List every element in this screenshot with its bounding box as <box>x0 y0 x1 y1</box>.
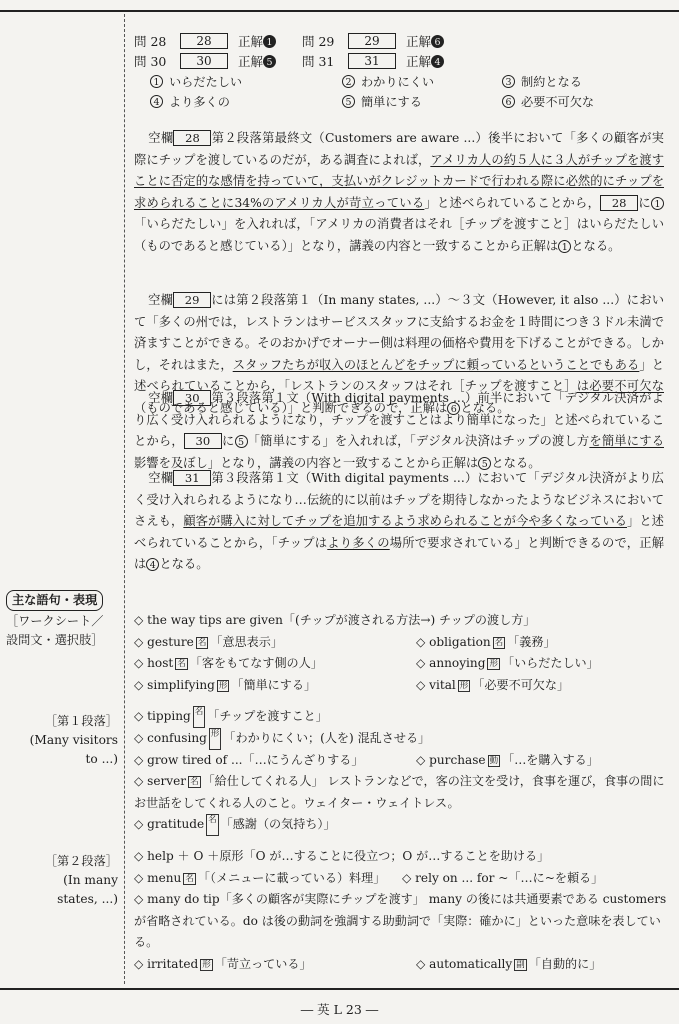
option-5 <box>342 93 502 110</box>
option-1 <box>150 73 342 90</box>
text: となる。 <box>571 238 621 253</box>
answer-label: 正解 <box>238 54 264 69</box>
vocab-item <box>134 706 669 728</box>
option-text: より多くの <box>169 95 230 109</box>
option-number: 3 <box>502 75 515 88</box>
vocab-text: ◇ many do tip「多くの顧客が実際にチップを渡す」 many の後には共通要素である customers が省略されている。do は後の動詞を強調する助動詞で「実際：確かに」といった意味を表している。 <box>134 892 667 950</box>
text: （ものであると感じている）」と判断できるので，正解は <box>134 400 448 415</box>
vocab-word: ◇ simplifying <box>134 677 215 692</box>
side-vocab-heading <box>6 590 118 611</box>
underlined-text: を簡単にする <box>589 434 664 449</box>
vocab-item <box>134 954 669 976</box>
answer-number: 4 <box>431 55 444 68</box>
vocab-word: ◇ irritated <box>134 956 199 971</box>
vocab-text: ◇ the way tips are given「(チップが渡される方法→) チップの渡し方」 <box>134 613 536 627</box>
explanation-q30 <box>134 388 664 474</box>
question-number: 問 28 <box>134 34 167 49</box>
text: 空欄 <box>148 293 174 307</box>
pos-tag: 形 <box>459 680 469 691</box>
text: 空欄 <box>148 391 174 405</box>
vocab-word: ◇ annoying <box>416 656 486 671</box>
option-text: いらだたしい <box>169 75 243 89</box>
pos-tag: 形 <box>202 959 211 970</box>
vocab-meaning: 「いらだたしい」 <box>501 656 599 671</box>
option-3 <box>502 73 582 90</box>
paragraph-1-ref-a: (Many visitors <box>29 733 118 747</box>
options-row-1 <box>150 73 582 90</box>
option-number: 2 <box>342 75 355 88</box>
vocab-text: ◇ grow tired of ...「…にうんざりする」 <box>134 752 364 767</box>
text: 第３段落第１文（With digital payments ...）前半において「デジタル決済がより広く受け入れられるようになり，チップを渡すことはより簡単になった」と述べられていることから， <box>134 391 664 449</box>
worksheet-label-1: ［ワークシート／ <box>6 614 104 628</box>
option-number: 1 <box>150 75 163 88</box>
paragraph-2-label: ［第２段落］ <box>44 854 118 868</box>
answer-box: 30 <box>180 53 228 69</box>
text: に <box>221 434 235 449</box>
option-text: 制約となる <box>521 75 582 89</box>
answer-row-2 <box>134 52 470 70</box>
answer-label: 正解 <box>406 34 432 49</box>
question-number: 問 29 <box>302 34 335 49</box>
option-4 <box>150 93 342 110</box>
text: に <box>638 195 651 210</box>
pos-tag: 形 <box>218 680 228 691</box>
vocab-meaning: 「簡単にする」 <box>231 677 317 692</box>
text: となる。 <box>491 455 541 470</box>
text: 」と述べられていることから， <box>424 195 601 210</box>
paragraph-2-ref-a: (In many <box>63 873 118 887</box>
option-number: 5 <box>235 435 248 448</box>
option-number: 5 <box>342 95 355 108</box>
question-number: 問 30 <box>134 54 167 69</box>
vocab-word: ◇ tipping <box>134 709 191 724</box>
vocab-text: ◇ help ＋ O ＋原形「O が…することに役立つ；O が…することを助ける」 <box>134 848 550 863</box>
side-worksheet-label <box>6 612 118 650</box>
vocab-item <box>134 728 669 750</box>
vocab-word: ◇ host <box>134 656 174 671</box>
option-number: 1 <box>651 197 664 210</box>
vocab-item <box>134 889 669 954</box>
blank-box: 28 <box>173 130 211 146</box>
text: 」と述べられていることから，「レストランのスタッフはそれ［チップを渡すこと］ <box>134 357 664 394</box>
pos-tag: 形 <box>489 659 498 670</box>
side-paragraph-1 <box>6 712 118 769</box>
pos-tag: 名 <box>206 814 219 836</box>
explanation-q28 <box>134 128 664 258</box>
pos-tag: 形 <box>209 728 222 750</box>
paragraph-1-label: ［第１段落］ <box>44 714 118 728</box>
pos-tag: 名 <box>190 777 199 788</box>
vocab-meaning: 「苛立っている」 <box>214 956 312 971</box>
vocab-meaning: 「給仕してくれる人」 レストランなどで，客の注文を受け，食事を運び，食事の間にお世話をしてくれる人のこと。ウェイター・ウェイトレス。 <box>134 774 665 810</box>
underlined-text: より多くの <box>327 535 390 550</box>
pos-tag: 名 <box>193 706 206 728</box>
page-number: ― 英 L 23 ― <box>300 1002 379 1017</box>
vocab-item <box>134 846 669 868</box>
answer-label: 正解 <box>406 54 432 69</box>
option-number: 6 <box>502 95 515 108</box>
vocab-word: ◇ vital <box>416 677 456 692</box>
pos-tag: 名 <box>494 637 504 648</box>
answer-number: 1 <box>263 35 276 48</box>
vocab-item <box>134 868 669 890</box>
answer-number: 5 <box>263 55 276 68</box>
option-number: 4 <box>150 95 163 108</box>
side-paragraph-2 <box>6 852 118 909</box>
vocab-text: ◇ rely on ... for ~「…に~を頼る」 <box>402 870 604 885</box>
vocab-item <box>134 610 669 632</box>
vocab-item <box>134 814 669 836</box>
vocab-item <box>134 675 669 697</box>
answer-label: 正解 <box>238 34 264 49</box>
vocab-word: ◇ gratitude <box>134 817 205 832</box>
vocab-word: ◇ obligation <box>416 634 491 649</box>
vocab-word: ◇ gesture <box>134 634 194 649</box>
vocab-meaning: 「感謝（の気持ち）」 <box>220 817 336 832</box>
vocab-word: ◇ server <box>134 774 187 789</box>
text: には第２段落第１（In many states, ...）～３文（However, it also ...）において「多くの州では，レストランはサービススタッフに支給するお金を１時間につき３ドル未満で済ますことができる。そのおかげでオーナー側は料理の価格や費用を下げることができる。しかし，それはまた， <box>134 293 664 372</box>
answer-number: 6 <box>431 35 444 48</box>
answer-row-1 <box>134 32 470 50</box>
answer-q30 <box>134 52 302 70</box>
top-rule <box>0 10 679 12</box>
paragraph-1-ref-b: to ...) <box>85 752 118 766</box>
vocab-meaning: 「客をもてなす側の人」 <box>189 656 323 671</box>
worksheet-label-2: 設問文・選択肢］ <box>6 633 104 647</box>
text: 空欄 <box>148 131 174 145</box>
pos-tag: 動 <box>489 755 499 766</box>
text: 第３段落第１文（With digital payments ...）において「デジタル決済がより広く受け入れられるようになり…伝統的に以前はチップを期待しなかったようなビジネスにおいてさえも， <box>134 471 664 529</box>
blank-box: 31 <box>173 470 211 486</box>
bottom-rule <box>0 988 679 990</box>
vocab-word: ◇ menu <box>134 870 182 885</box>
section-title: 主な語句・表現 <box>6 590 103 611</box>
answer-q29 <box>302 32 470 50</box>
pos-tag: 名 <box>177 659 186 670</box>
vocab-meaning: 「必要不可欠な」 <box>472 677 570 692</box>
text: 第２段落第最終文（Customers are aware ...）後半において「多くの顧客が実際にチップを渡しているのだが，ある調査によれば， <box>134 131 664 167</box>
answer-box: 29 <box>348 33 396 49</box>
vocab-meaning: 「…を購入する」 <box>502 752 599 767</box>
explanation-q31 <box>134 468 664 576</box>
vocab-item <box>134 653 669 675</box>
option-number: 6 <box>447 402 460 415</box>
vocab-meaning: 「わかりにくい；(人を) 混乱させる」 <box>223 730 431 745</box>
text: となる。 <box>460 400 510 415</box>
vocab-meaning: 「意思表示」 <box>210 634 283 649</box>
vocab-item <box>134 632 669 654</box>
text: 場所で要求されている」と判断できるので，正解は <box>134 535 664 572</box>
underlined-text: スタッフたちが収入のほとんどをチップに頼っているということでもある <box>232 357 640 372</box>
vocab-meaning: 「義務」 <box>507 634 556 649</box>
option-text: 簡単にする <box>361 95 422 109</box>
answer-q28 <box>134 32 302 50</box>
pos-tag: 名 <box>185 873 194 884</box>
option-2 <box>342 73 502 90</box>
underlined-text: 顧客が購入に対してチップを追加するよう求められることが今や多くなっている <box>183 514 628 529</box>
vocab-list <box>134 610 669 976</box>
option-6 <box>502 93 594 110</box>
vocab-item <box>134 771 669 814</box>
underlined-text: アメリカ人の約５人に３人がチップを渡すことに否定的な感情を持っていて，支払いがクレジットカードで行われる際に必然的にチップを求められることに34%のアメリカ人が苛立っている <box>134 152 664 210</box>
blank-box: 28 <box>600 195 638 211</box>
text: 」と述べられていることから，「チップは <box>134 514 664 550</box>
blank-box: 30 <box>173 390 211 406</box>
answer-box: 28 <box>180 33 228 49</box>
vocab-word: ◇ purchase <box>416 752 486 767</box>
vocab-meaning: 「自動的に」 <box>528 956 602 971</box>
pos-tag: 副 <box>516 959 525 970</box>
answer-box: 31 <box>348 53 396 69</box>
option-number: 4 <box>146 558 159 571</box>
vocab-word: ◇ confusing <box>134 730 207 745</box>
blank-box: 29 <box>173 292 211 308</box>
options-row-2 <box>150 93 594 110</box>
option-number: 1 <box>558 240 571 253</box>
option-text: わかりにくい <box>361 75 435 89</box>
vocab-meaning: 「チップを渡すこと」 <box>207 709 328 724</box>
option-text: 必要不可欠な <box>521 95 595 109</box>
vocab-meaning: 「（メニューに載っている）料理」 <box>197 870 386 885</box>
question-number: 問 31 <box>302 54 335 69</box>
column-divider <box>124 14 125 984</box>
text: 「いらだたしい」を入れれば，「アメリカの消費者はそれ［チップを渡すこと］はいらだたしい（ものであると感じている）」となり，講義の内容と一致することから正解は <box>134 217 664 253</box>
paragraph-2-ref-b: states, ...) <box>57 892 118 906</box>
text: 影響を及ぼし」となり，講義の内容と一致することから正解は <box>134 455 479 470</box>
text: 空欄 <box>148 471 174 485</box>
vocab-word: ◇ automatically <box>416 956 513 971</box>
underlined-text: は必要不可欠な <box>576 379 664 394</box>
text: 「簡単にする」を入れれば，「デジタル決済はチップの渡し方 <box>247 434 590 449</box>
pos-tag: 名 <box>197 637 207 648</box>
text: となる。 <box>159 557 209 572</box>
vocab-item <box>134 750 669 772</box>
option-number: 5 <box>478 457 491 470</box>
answer-q31 <box>302 52 470 70</box>
blank-box: 30 <box>184 433 222 449</box>
